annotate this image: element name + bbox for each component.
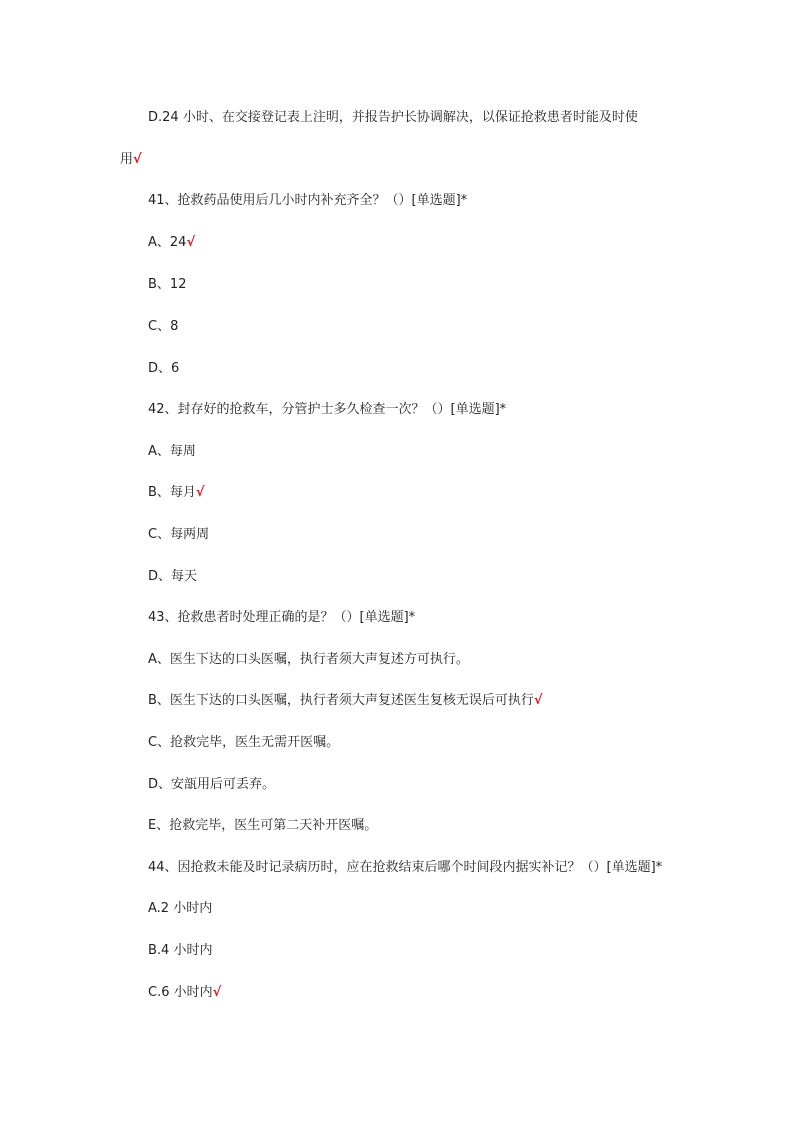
q44-option-c <box>148 984 221 1002</box>
option-text: D、6 <box>148 361 180 376</box>
q41-option-a <box>148 234 195 252</box>
q42-option-b <box>148 484 205 502</box>
q41-option-b <box>148 276 186 294</box>
answer-check-icon: √ <box>195 485 205 500</box>
answer-check-icon: √ <box>533 693 543 708</box>
option-text: A、24 <box>148 235 187 250</box>
q43-option-a <box>148 651 469 669</box>
answer-check-icon: √ <box>133 152 142 167</box>
option-text: E、抢救完毕，医生可第二天补开医嘱。 <box>148 818 378 833</box>
q44-option-a <box>148 900 212 918</box>
option-text: C.6 小时内 <box>148 985 213 1000</box>
option-text: D、每天 <box>148 569 198 584</box>
question-42 <box>148 401 506 419</box>
option-text: C、抢救完毕，医生无需开医嘱。 <box>148 735 340 750</box>
option-text: B、医生下达的口头医嘱，执行者须大声复述医生复核无误后可执行 <box>148 693 534 708</box>
line-text: D.24 小时、在交接登记表上注明，并报告护长协调解决，以保证抢救患者时能及时使 <box>148 110 638 125</box>
q41-option-c <box>148 318 178 336</box>
line-text: 用 <box>120 152 134 167</box>
option-text: C、每两周 <box>148 527 210 542</box>
question-text: 43、抢救患者时处理正确的是？（）[单选题]* <box>148 610 416 625</box>
answer-check-icon: √ <box>186 235 196 250</box>
q42-option-a <box>148 443 196 461</box>
option-text: B、每月 <box>148 485 196 500</box>
q42-option-c <box>148 526 209 544</box>
option-text: A、医生下达的口头医嘱，执行者须大声复述方可执行。 <box>148 652 469 667</box>
option-text: C、8 <box>148 319 179 334</box>
option-text: A.2 小时内 <box>148 901 213 916</box>
q44-option-b <box>148 942 212 960</box>
option-text: B.4 小时内 <box>148 943 213 958</box>
q43-option-c <box>148 734 339 752</box>
question-text: 42、封存好的抢救车，分管护士多久检查一次？（）[单选题]* <box>148 402 507 417</box>
q43-option-b <box>148 692 543 710</box>
option-d-continued-text <box>148 109 638 127</box>
answer-check-icon: √ <box>212 985 222 1000</box>
question-text: 44、因抢救未能及时记录病历时，应在抢救结束后哪个时间段内据实补记？（）[单选题]* <box>148 860 663 875</box>
question-text: 41、抢救药品使用后几小时内补充齐全？（）[单选题]* <box>148 193 468 208</box>
question-41 <box>148 192 467 210</box>
option-text: B、12 <box>148 277 187 292</box>
q43-option-d <box>148 776 275 794</box>
q43-option-e <box>148 817 377 835</box>
option-text: D、安瓿用后可丢弃。 <box>148 777 276 792</box>
q42-option-d <box>148 568 197 586</box>
option-text: A、每周 <box>148 444 196 459</box>
option-d-continued-tail <box>120 151 142 169</box>
q41-option-d <box>148 360 179 378</box>
question-44 <box>148 859 662 877</box>
question-43 <box>148 609 415 627</box>
